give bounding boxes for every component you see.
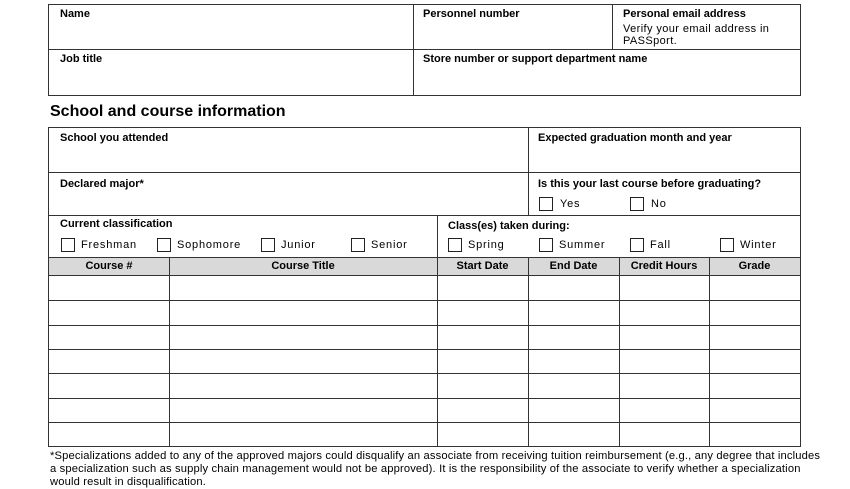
personnel-number-label: Personnel number bbox=[423, 8, 520, 20]
sophomore-label: Sophomore bbox=[177, 239, 242, 251]
last-course-field bbox=[528, 172, 801, 216]
senior-label: Senior bbox=[371, 239, 408, 251]
expected-graduation-label: Expected graduation month and year bbox=[538, 132, 732, 144]
yes-checkbox[interactable] bbox=[539, 197, 553, 211]
footnote-line3: would result in disqualification. bbox=[50, 476, 207, 488]
school-attended-label: School you attended bbox=[60, 132, 169, 144]
declared-major-label: Declared major* bbox=[60, 178, 144, 190]
table-row[interactable] bbox=[49, 276, 800, 300]
start-date-header: Start Date bbox=[437, 258, 528, 275]
winter-label: Winter bbox=[740, 239, 777, 251]
yes-label: Yes bbox=[560, 198, 581, 210]
table-row[interactable] bbox=[49, 326, 800, 349]
job-title-field[interactable] bbox=[48, 49, 414, 96]
table-row[interactable] bbox=[49, 399, 800, 422]
declared-major-field[interactable] bbox=[48, 172, 529, 216]
personal-email-label: Personal email address bbox=[623, 8, 746, 20]
course-number-header: Course # bbox=[49, 258, 169, 275]
spring-label: Spring bbox=[468, 239, 505, 251]
footnote-line2: a specialization such as supply chain management would not be approved). It is the responsibility of the associate to verify whether a specialization bbox=[50, 463, 801, 475]
store-number-field[interactable] bbox=[413, 49, 801, 96]
junior-checkbox[interactable] bbox=[261, 238, 275, 252]
summer-label: Summer bbox=[559, 239, 606, 251]
footnote bbox=[50, 450, 840, 489]
course-title-header: Course Title bbox=[169, 258, 437, 275]
no-label: No bbox=[651, 198, 667, 210]
expected-graduation-field[interactable] bbox=[528, 127, 801, 173]
school-attended-field[interactable] bbox=[48, 127, 529, 173]
table-row[interactable] bbox=[49, 374, 800, 398]
classes-taken-label: Class(es) taken during: bbox=[448, 220, 570, 232]
store-number-label: Store number or support department name bbox=[423, 53, 648, 65]
last-course-question: Is this your last course before graduating? bbox=[538, 178, 762, 190]
name-field[interactable] bbox=[48, 4, 414, 50]
personal-email-field[interactable] bbox=[612, 4, 801, 50]
name-label: Name bbox=[60, 8, 90, 20]
classes-taken-field bbox=[437, 215, 801, 258]
freshman-label: Freshman bbox=[81, 239, 137, 251]
classification-label: Current classification bbox=[60, 218, 173, 230]
no-checkbox[interactable] bbox=[630, 197, 644, 211]
winter-checkbox[interactable] bbox=[720, 238, 734, 252]
credit-hours-header: Credit Hours bbox=[619, 258, 709, 275]
email-note-line1: Verify your email address in bbox=[623, 23, 770, 35]
table-row[interactable] bbox=[49, 350, 800, 373]
senior-checkbox[interactable] bbox=[351, 238, 365, 252]
job-title-label: Job title bbox=[60, 53, 103, 65]
table-row[interactable] bbox=[49, 301, 800, 325]
fall-checkbox[interactable] bbox=[630, 238, 644, 252]
classification-field bbox=[48, 215, 438, 258]
grade-header: Grade bbox=[709, 258, 800, 275]
freshman-checkbox[interactable] bbox=[61, 238, 75, 252]
summer-checkbox[interactable] bbox=[539, 238, 553, 252]
fall-label: Fall bbox=[650, 239, 671, 251]
end-date-header: End Date bbox=[528, 258, 619, 275]
email-note-line2: PASSport. bbox=[623, 35, 678, 47]
section-title: School and course information bbox=[50, 103, 286, 120]
junior-label: Junior bbox=[281, 239, 316, 251]
spring-checkbox[interactable] bbox=[448, 238, 462, 252]
table-row[interactable] bbox=[49, 423, 800, 446]
personnel-number-field[interactable] bbox=[413, 4, 613, 50]
sophomore-checkbox[interactable] bbox=[157, 238, 171, 252]
footnote-line1: *Specializations added to any of the approved majors could disqualify an associate from receiving tuition reimbursement (e.g., any degree that includes bbox=[50, 450, 821, 462]
course-table bbox=[48, 257, 801, 447]
